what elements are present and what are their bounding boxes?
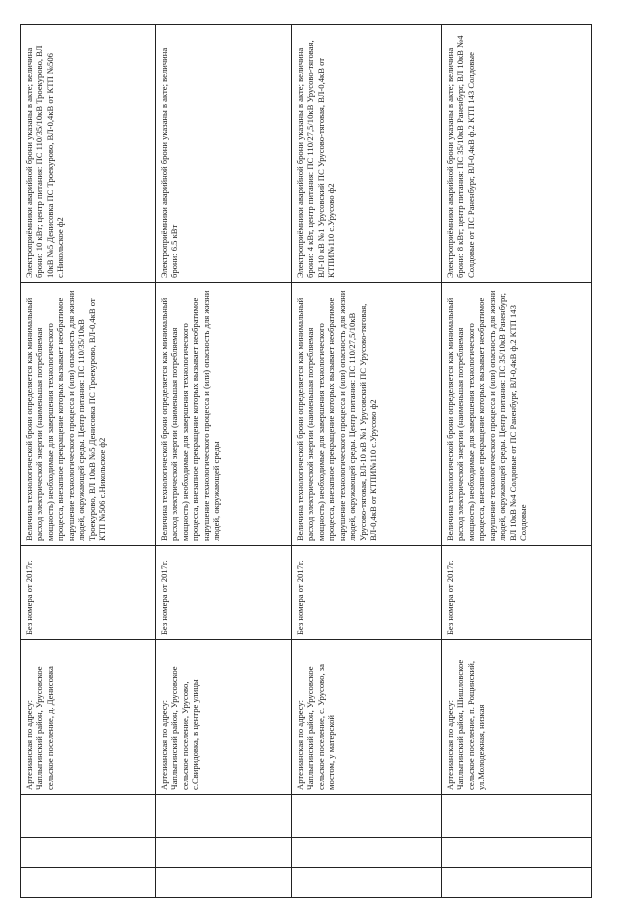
values-cell: Электроприёмники аварийной брони указаны в акте; величина брони: 8 кВт; центр питания: ПС 35/10кВ Раненбург, ВЛ 10кВ №4 Солдовые от ПС Раненбург, ВЛ-0,4кВ ф.2 КТП 143 Солдовые [442, 25, 592, 283]
definition-cell: Величина технологической брони определяется как минимальный расход электрической энергии (наименьшая потребляемая мощность) необходимые для завершения технологического процесса, внезапное прекращение которых вызывает необратимое нарушение технологического процесса и (или) опасность для жизни людей, окружающей среды. Центр питания: ПС 110/35/10кВ Троекурово, ВЛ 10кВ №5 Денисовка ПС Троекурово, ВЛ-0,4кВ от КТП №506 с.Никольское ф2 [21, 283, 156, 546]
blank-cell [292, 868, 442, 898]
table-row [156, 25, 292, 898]
address-cell: Артезианская по адресу: Чаплыгинский район, Шишловское сельское поселение, п. Рощинский, ул.Молодежная, низкая [442, 640, 592, 795]
number-cell: Без номера от 2017г. [156, 546, 292, 640]
definition-cell: Величина технологической брони определяется как минимальный расход электрической энергии (наименьшая потребляемая мощность) необходимые для завершения технологического процесса, внезапное прекращение которых вызывает необратимое нарушение технологического процесса и (или) опасность для жизни людей, окружающей среды. Центр питания: ПС 110/27,5/10кВ Урусово-тяговая, ВЛ-10 кВ №1 Урусовский ПС Урусово-тяговая, ВЛ-0,4кВ от КТПИ№110 с.Урусово ф2 [292, 283, 442, 546]
address-cell: Артезианская по адресу: Чаплыгинский район, Урусовское сельское поселение, д. Денисовка [21, 640, 156, 795]
values-cell: Электроприёмники аварийной брони указаны в акте; величина брони: 6.5 кВт [156, 25, 292, 283]
blank-cell [442, 795, 592, 838]
table-row [442, 25, 592, 898]
values-cell: Электроприёмники аварийной брони указаны в акте; величина брони: 4 кВт, центр питания: ПС 110/27,5/10кВ Урусово-тяговая, ВЛ-10 кВ №1 Урусовский ПС Урусово-тяговая, ВЛ-0,4кВ от КТПИ№110 с.Урусово ф2 [292, 25, 442, 283]
blank-cell [156, 868, 292, 898]
number-cell: Без номера от 2017г. [21, 546, 156, 640]
blank-cell [21, 838, 156, 868]
blank-cell [292, 795, 442, 838]
blank-cell [156, 795, 292, 838]
address-cell: Артезианская по адресу: Чаплыгинский район, Урусовское сельское поселение, Урусово, с.Свиридовка, в центре улицы [156, 640, 292, 795]
address-cell: Артезианская по адресу: Чаплыгинский район, Урусовское сельское поселение, с. Урусово, за мостом, у матерской [292, 640, 442, 795]
number-cell: Без номера от 2017г. [442, 546, 592, 640]
blank-cell [156, 838, 292, 868]
number-cell: Без номера от 2017г. [292, 546, 442, 640]
blank-cell [21, 868, 156, 898]
blank-cell [442, 868, 592, 898]
blank-cell [442, 838, 592, 868]
blank-cell [21, 795, 156, 838]
blank-cell [292, 838, 442, 868]
definition-cell: Величина технологической брони определяется как минимальный расход электрической энергии (наименьшая потребляемая мощность) необходимые для завершения технологического процесса, внезапное прекращение которых вызывает необратимое нарушение технологического процесса и (или) опасность для жизни людей, окружающей среды. Центр питания: ПС 35/10кВ Раненбург, ВЛ 10кВ №4 Солдовые от ПС Раненбург, ВЛ-0,4кВ ф.2 КТП 143 Солдовые [442, 283, 592, 546]
definition-cell: Величина технологической брони определяется как минимальный расход электрической энергии (наименьшая потребляемая мощность) необходимые для завершения технологического процесса, внезапное прекращение которых вызывает необратимое нарушение технологического процесса и (или) опасность для жизни людей, окружающей среды [156, 283, 292, 546]
table-row [21, 25, 156, 898]
table-row [292, 25, 442, 898]
values-cell: Электроприёмники аварийной брони указаны в акте; величина брони: 10 кВт; центр питания: ПС 110/35/10кВ Троекурово, ВЛ 10кВ №5 Денисовка ПС Троекурово, ВЛ-0,4кВ от КТП №506 с.Никольское ф2 [21, 25, 156, 283]
brony-table [20, 24, 592, 898]
rotated-table-frame [20, 25, 591, 898]
